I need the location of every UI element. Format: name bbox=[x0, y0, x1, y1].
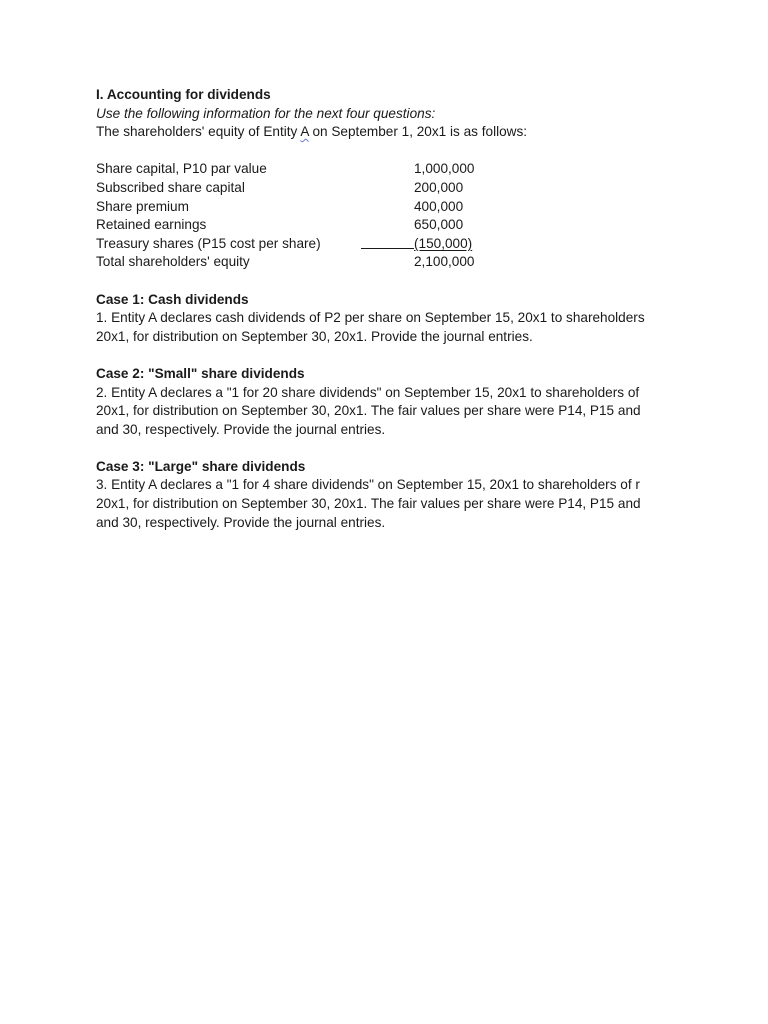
row-value: (150,000) bbox=[414, 235, 473, 251]
table-row bbox=[96, 216, 688, 235]
row-value: 400,000 bbox=[414, 198, 464, 214]
section-title: I. Accounting for dividends bbox=[96, 87, 271, 102]
row-value: 2,100,000 bbox=[414, 254, 475, 270]
intro-entity-name: A bbox=[300, 124, 309, 140]
case-text-line: and 30, respectively. Provide the journal entries. bbox=[96, 421, 386, 437]
intro-text-end: on September 1, 20x1 is as follows: bbox=[308, 124, 528, 140]
case-3 bbox=[96, 458, 688, 532]
table-row bbox=[96, 235, 688, 254]
case-text-line: 20x1, for distribution on September 30, 20x1. The fair values per share were P14, P15 and bbox=[96, 496, 641, 512]
row-value: 200,000 bbox=[414, 179, 464, 195]
case-2 bbox=[96, 365, 688, 439]
case-1 bbox=[96, 291, 688, 347]
row-label: Share premium bbox=[96, 198, 189, 214]
case-text-line: 20x1, for distribution on September 30, 20x1. The fair values per share were P14, P15 and bbox=[96, 403, 641, 419]
row-label: Total shareholders' equity bbox=[96, 254, 250, 270]
case-text-line: 1. Entity A declares cash dividends of P2 per share on September 15, 20x1 to shareholders bbox=[96, 310, 645, 326]
table-row bbox=[96, 253, 688, 272]
case-text-line: 2. Entity A declares a "1 for 20 share dividends" on September 15, 20x1 to shareholders of bbox=[96, 384, 640, 400]
table-row bbox=[96, 179, 688, 198]
row-label: Subscribed share capital bbox=[96, 179, 245, 195]
row-label: Retained earnings bbox=[96, 217, 207, 233]
spacer bbox=[96, 272, 688, 291]
case-text-line: 3. Entity A declares a "1 for 4 share dividends" on September 15, 20x1 to shareholders of r bbox=[96, 477, 640, 493]
case-heading: Case 1: Cash dividends bbox=[96, 291, 249, 307]
case-heading: Case 2: "Small" share dividends bbox=[96, 365, 305, 381]
instruction-text: Use the following information for the next four questions: bbox=[96, 105, 436, 121]
case-text-line: 20x1, for distribution on September 30, 20x1. Provide the journal entries. bbox=[96, 328, 533, 344]
intro-text-start: The shareholders' equity of Entity bbox=[96, 124, 301, 140]
document-content bbox=[96, 86, 688, 532]
intro-text bbox=[96, 123, 688, 142]
table-row bbox=[96, 160, 688, 179]
total-rule bbox=[361, 248, 414, 249]
equity-table bbox=[96, 160, 688, 272]
spacer bbox=[96, 346, 688, 365]
row-value: 1,000,000 bbox=[414, 161, 475, 177]
spacer bbox=[96, 142, 688, 161]
row-label: Treasury shares (P15 cost per share) bbox=[96, 235, 321, 251]
case-heading: Case 3: "Large" share dividends bbox=[96, 458, 306, 474]
case-text-line: and 30, respectively. Provide the journal entries. bbox=[96, 514, 386, 530]
table-row bbox=[96, 198, 688, 217]
row-label: Share capital, P10 par value bbox=[96, 161, 267, 177]
spacer bbox=[96, 439, 688, 458]
row-value: 650,000 bbox=[414, 217, 464, 233]
